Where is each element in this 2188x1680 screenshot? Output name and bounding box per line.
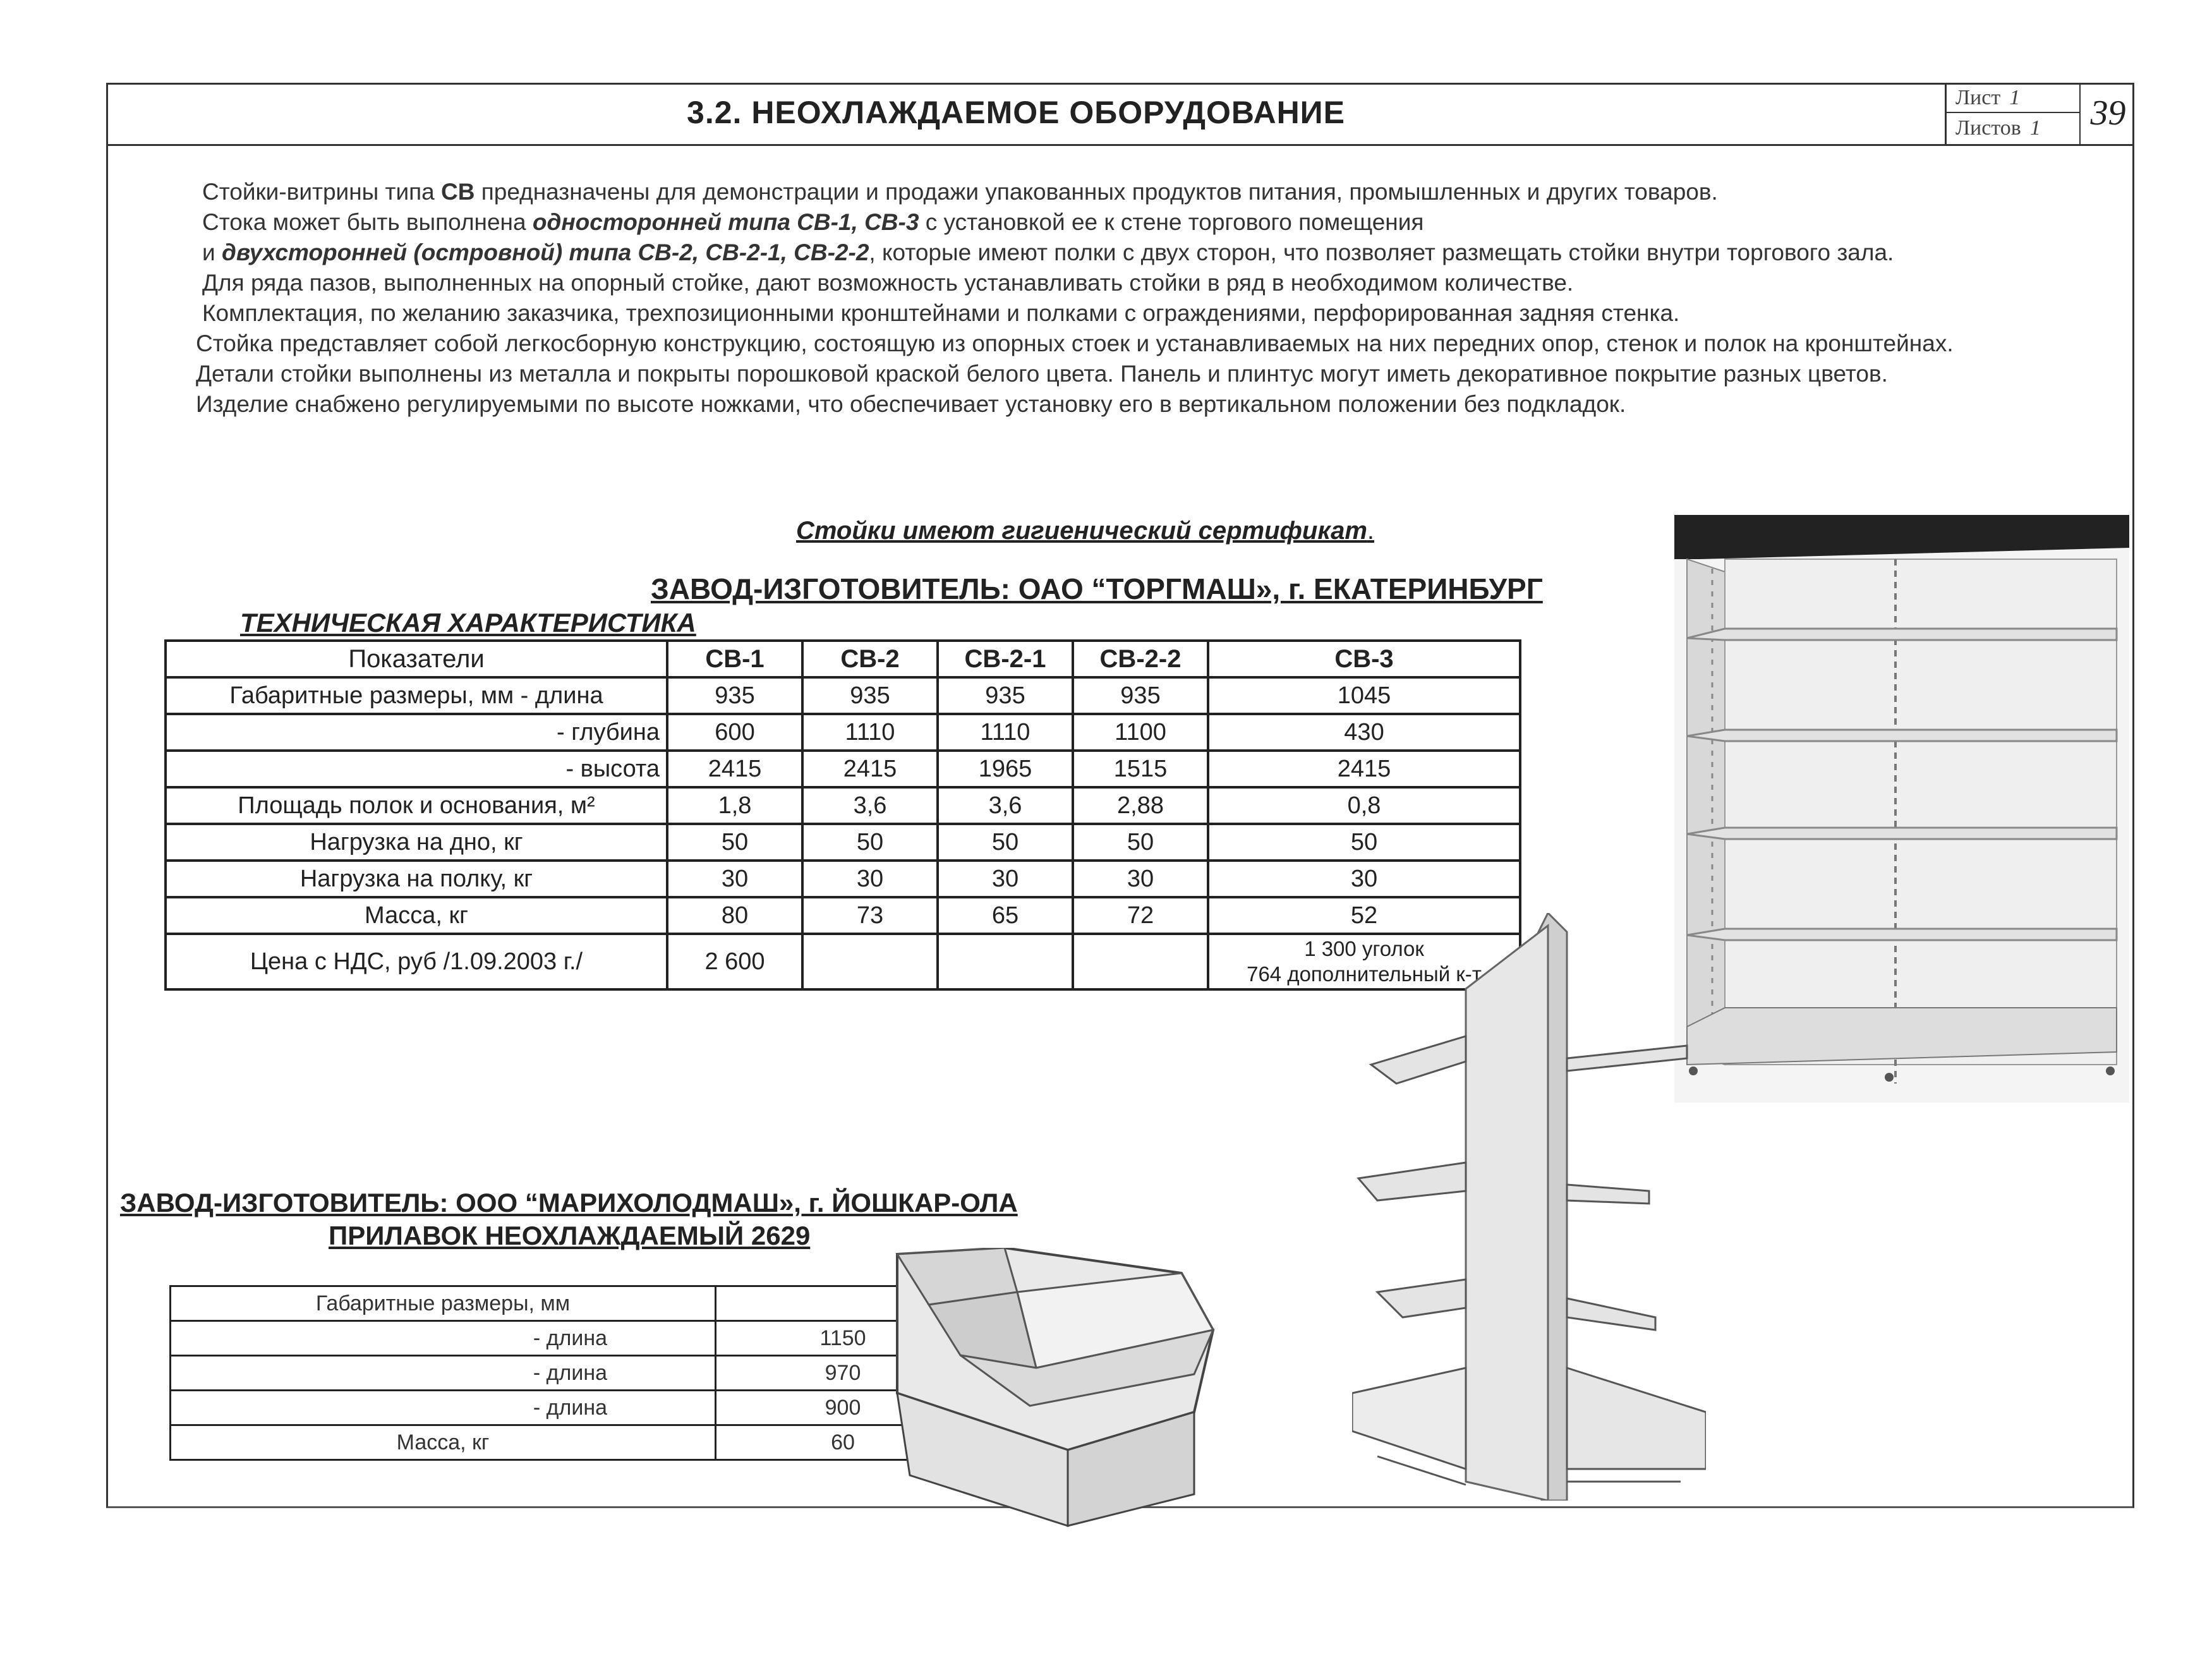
row-label: Масса, кг bbox=[171, 1425, 716, 1460]
table-cell: 1,8 bbox=[667, 787, 802, 824]
certificate-note bbox=[796, 517, 1374, 545]
row-label: - высота bbox=[166, 751, 667, 787]
intro-paragraph: Комплектация, по желанию заказчика, трехпозиционными кронштейнами и полками с ограждениями, перфорированная задняя стенка. bbox=[202, 300, 1680, 326]
table-cell: 935 bbox=[667, 677, 802, 714]
table-cell bbox=[1073, 934, 1208, 989]
table-row bbox=[166, 861, 1520, 897]
table-cell: 1515 bbox=[1073, 751, 1208, 787]
table-cell: 50 bbox=[1208, 824, 1520, 861]
table-cell: 50 bbox=[667, 824, 802, 861]
table-cell: 600 bbox=[667, 714, 802, 751]
row-label: Масса, кг bbox=[166, 897, 667, 934]
table-cell: 50 bbox=[938, 824, 1073, 861]
table-cell: 900 bbox=[716, 1391, 970, 1425]
sheets-mark: 1 bbox=[2029, 116, 2041, 140]
table-cell: 1100 bbox=[1073, 714, 1208, 751]
table-cell: 80 bbox=[667, 897, 802, 934]
table-row bbox=[166, 751, 1520, 787]
table-cell: 65 bbox=[938, 897, 1073, 934]
sheets-label: Листов bbox=[1955, 116, 2021, 140]
price-row bbox=[166, 934, 1520, 989]
table-cell: 2,88 bbox=[1073, 787, 1208, 824]
price-line: 764 дополнительный к-т bbox=[1247, 962, 1482, 986]
table-cell: 1045 bbox=[1208, 677, 1520, 714]
sheet-row bbox=[1947, 83, 2079, 113]
manufacturer-heading-1: ЗАВОД-ИЗГОТОВИТЕЛЬ: ОАО “ТОРГМАШ», г. ЕКАТЕРИНБУРГ bbox=[651, 572, 1543, 605]
table-cell: 970 bbox=[716, 1356, 970, 1391]
intro-paragraph bbox=[115, 238, 2099, 268]
intro-paragraph bbox=[115, 177, 2099, 207]
table-cell: 2415 bbox=[802, 751, 938, 787]
row-label: Нагрузка на полку, кг bbox=[166, 861, 667, 897]
dimensions-table bbox=[169, 1285, 971, 1461]
intro-paragraph bbox=[115, 207, 2099, 238]
intro-text bbox=[115, 177, 2099, 420]
sheet-info-box bbox=[1945, 83, 2134, 144]
table-cell: 1110 bbox=[938, 714, 1073, 751]
page-number: 39 bbox=[2079, 83, 2136, 144]
table-row bbox=[166, 787, 1520, 824]
row-label: Габаритные размеры, мм bbox=[171, 1286, 716, 1321]
intro-paragraph: Изделие снабжено регулируемыми по высоте ножками, что обеспечивает установку его в вертикальном положении без подкладок. bbox=[196, 391, 1626, 417]
table-row bbox=[166, 677, 1520, 714]
table-cell: 73 bbox=[802, 897, 938, 934]
spec-header-row bbox=[166, 641, 1520, 677]
row-label: - длина bbox=[171, 1391, 716, 1425]
row-label: Габаритные размеры, мм - длина bbox=[166, 677, 667, 714]
certificate-text: Стойки имеют гигиенический сертификат bbox=[796, 517, 1367, 545]
table-cell: 3,6 bbox=[802, 787, 938, 824]
spec-header-cell: СВ-1 bbox=[667, 641, 802, 677]
text-run: Стока может быть выполнена bbox=[202, 209, 533, 235]
row-label: Цена с НДС, руб /1.09.2003 г./ bbox=[166, 934, 667, 989]
sheets-row bbox=[1947, 113, 2079, 143]
table-row bbox=[166, 714, 1520, 751]
table-row bbox=[171, 1356, 970, 1391]
certificate-dot: . bbox=[1367, 517, 1375, 545]
wall-shelving-photo bbox=[1674, 515, 2129, 1103]
text-run: с установкой ее к стене торгового помещения bbox=[919, 209, 1424, 235]
table-cell: 52 bbox=[1208, 897, 1520, 934]
table-cell: 3,6 bbox=[938, 787, 1073, 824]
page-title: 3.2. НЕОХЛАЖДАЕМОЕ ОБОРУДОВАНИЕ bbox=[687, 95, 1345, 130]
table-cell: 2415 bbox=[667, 751, 802, 787]
intro-paragraph: Детали стойки выполнены из металла и покрыты порошковой краской белого цвета. Панель и плинтус могут иметь декоративное покрытие разных цветов. bbox=[196, 361, 1888, 387]
table-row bbox=[171, 1425, 970, 1460]
spec-table bbox=[164, 639, 1521, 991]
table-cell: 2415 bbox=[1208, 751, 1520, 787]
text-run: Стойки-витрины типа bbox=[202, 179, 442, 205]
table-row bbox=[171, 1321, 970, 1356]
table-row bbox=[166, 824, 1520, 861]
tech-spec-heading: ТЕХНИЧЕСКАЯ ХАРАКТЕРИСТИКА bbox=[240, 608, 696, 638]
table-cell: 50 bbox=[1073, 824, 1208, 861]
spec-header-cell: СВ-2-1 bbox=[938, 641, 1073, 677]
table-cell: 50 bbox=[802, 824, 938, 861]
text-run: предназначены для демонстрации и продажи упакованных продуктов питания, промышленных и других товаров. bbox=[474, 179, 1718, 205]
product-heading: ПРИЛАВОК НЕОХЛАЖДАЕМЫЙ 2629 bbox=[329, 1221, 811, 1250]
table-cell: 30 bbox=[1073, 861, 1208, 897]
table-cell: 30 bbox=[667, 861, 802, 897]
table-cell bbox=[938, 934, 1073, 989]
intro-paragraph: Для ряда пазов, выполненных на опорный стойке, дают возможность устанавливать стойки в ряд в необходимом количестве. bbox=[202, 270, 1574, 296]
table-cell: 2 600 bbox=[667, 934, 802, 989]
table-cell bbox=[802, 934, 938, 989]
sheet-mark: 1 bbox=[2009, 86, 2021, 109]
spec-header-cell: СВ-3 bbox=[1208, 641, 1520, 677]
table-row bbox=[171, 1286, 970, 1321]
row-label: - глубина bbox=[166, 714, 667, 751]
table-cell: 30 bbox=[938, 861, 1073, 897]
text-run-bold-italic: односторонней типа СВ-1, СВ-3 bbox=[532, 209, 919, 235]
table-cell: 72 bbox=[1073, 897, 1208, 934]
row-label: Площадь полок и основания, м² bbox=[166, 787, 667, 824]
table-cell: 60 bbox=[716, 1425, 970, 1460]
table-cell: 935 bbox=[802, 677, 938, 714]
table-cell: 1965 bbox=[938, 751, 1073, 787]
row-label: Нагрузка на дно, кг bbox=[166, 824, 667, 861]
manufacturer-heading-2: ЗАВОД-ИЗГОТОВИТЕЛЬ: ООО “МАРИХОЛОДМАШ», г. ЙОШКАР-ОЛА bbox=[120, 1188, 1018, 1218]
text-run: и bbox=[202, 239, 222, 265]
table-row bbox=[171, 1391, 970, 1425]
intro-paragraph: Стойка представляет собой легкосборную конструкцию, состоящую из опорных стоек и устанавливаемых на них передних опор, стенок и полок на кронштейнах. bbox=[196, 330, 1954, 356]
table-cell: 1150 bbox=[716, 1321, 970, 1356]
table-row bbox=[166, 897, 1520, 934]
table-cell: 0,8 bbox=[1208, 787, 1520, 824]
spec-header-cell: СВ-2-2 bbox=[1073, 641, 1208, 677]
table-cell: 1110 bbox=[802, 714, 938, 751]
table-cell: 935 bbox=[1073, 677, 1208, 714]
row-label: - длина bbox=[171, 1356, 716, 1391]
table-cell: 430 bbox=[1208, 714, 1520, 751]
text-run: , которые имеют полки с двух сторон, что позволяет размещать стойки внутри торгового зала. bbox=[869, 239, 1894, 265]
sheet-label: Лист bbox=[1955, 86, 2001, 109]
text-run-bold: СВ bbox=[441, 179, 475, 205]
spec-header-cell: Показатели bbox=[166, 641, 667, 677]
row-label: - длина bbox=[171, 1321, 716, 1356]
text-run-bold-italic: двухсторонней (островной) типа СВ-2, СВ-2-1, СВ-2-2 bbox=[221, 239, 869, 265]
page-header bbox=[106, 83, 2134, 146]
table-cell: 30 bbox=[802, 861, 938, 897]
table-cell: 30 bbox=[1208, 861, 1520, 897]
counter-photo bbox=[891, 1248, 1226, 1538]
spec-header-cell: СВ-2 bbox=[802, 641, 938, 677]
table-cell: 935 bbox=[938, 677, 1073, 714]
price-line: 1 300 уголок bbox=[1304, 937, 1424, 960]
island-shelving-photo bbox=[1352, 913, 1706, 1501]
